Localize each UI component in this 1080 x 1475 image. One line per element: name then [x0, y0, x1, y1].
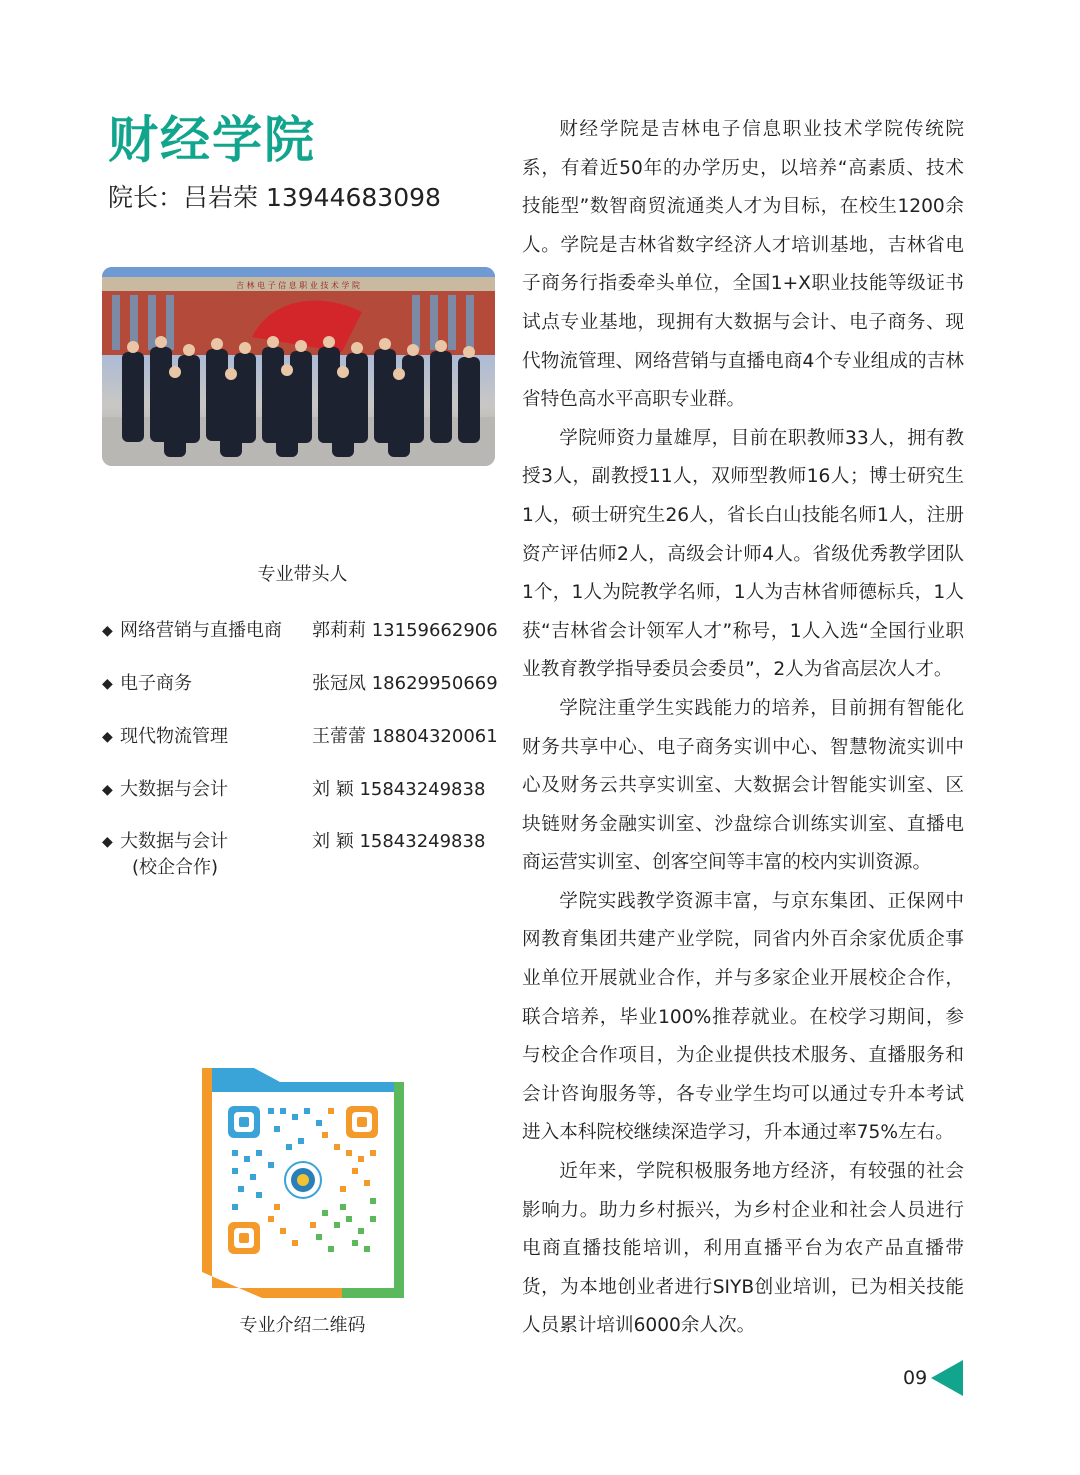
leader-row	[102, 829, 486, 881]
intro-text	[522, 111, 964, 1346]
diamond-bullet-icon: ◆	[102, 676, 113, 692]
leader-contact: 刘 颖 15843249838	[312, 831, 486, 852]
major-subtitle: (校企合作)	[132, 857, 219, 878]
photo-banner-text: 吉 林 电 子 信 息 职 业 技 术 学 院	[236, 281, 360, 290]
major-name: 网络营销与直播电商	[120, 620, 282, 641]
leaders-caption: 专业带头人	[257, 564, 348, 585]
page-marker-icon	[929, 1358, 965, 1398]
group-photo-illustration	[102, 267, 495, 466]
diamond-bullet-icon: ◆	[102, 834, 113, 850]
major-name: 大数据与会计	[120, 831, 228, 852]
diamond-bullet-icon: ◆	[102, 623, 113, 639]
intro-paragraph: 学院注重学生实践能力的培养，目前拥有智能化财务共享中心、电子商务实训中心、智慧物流实训中心及财务云共享实训室、大数据会计智能实训室、区块链财务金融实训室、沙盘综合训练实训室、直播电商运营实训室、创客空间等丰富的校内实训资源。	[522, 697, 964, 874]
intro-paragraph: 学院师资力量雄厚，目前在职教师33人，拥有教授3人，副教授11人，双师型教师16人；博士研究生1人，硕士研究生26人，省长白山技能名师1人，注册资产评估师2人，高级会计师4人。省级优秀教学团队1个，1人为院教学名师，1人为吉林省师德标兵，1人获“吉林省会计领军人才”称号，1人入选“全国行业职业教育教学指导委员会委员”，2人为省高层次人才。	[522, 427, 964, 681]
qr-code-icon	[202, 1066, 404, 1298]
intro-paragraph: 财经学院是吉林电子信息职业技术学院传统院系，有着近50年的办学历史，以培养“高素质、技术技能型”数智商贸流通类人才为目标，在校生1200余人。学院是吉林省数字经济人才培训基地，吉林省电子商务行指委牵头单位，全国1+X职业技能等级证书试点专业基地，现拥有大数据与会计、电子商务、现代物流管理、网络营销与直播电商4个专业组成的吉林省特色高水平高职专业群。	[522, 119, 964, 411]
qr-caption: 专业介绍二维码	[239, 1315, 366, 1336]
page-title: 财经学院	[108, 111, 316, 169]
qr-code-frame	[202, 1066, 404, 1298]
diamond-bullet-icon: ◆	[102, 729, 113, 745]
dean-contact: 院长：吕岩荣 13944683098	[108, 183, 441, 212]
major-name: 大数据与会计	[120, 779, 228, 800]
leader-contact: 张冠凤 18629950669	[312, 673, 498, 694]
leader-row	[102, 777, 486, 803]
leader-row	[102, 724, 498, 750]
leader-contact: 刘 颖 15843249838	[312, 779, 486, 800]
leader-contact: 王蕾蕾 18804320061	[312, 726, 498, 747]
group-photo	[102, 267, 495, 466]
diamond-bullet-icon: ◆	[102, 782, 113, 798]
leader-contact: 郭莉莉 13159662906	[312, 620, 498, 641]
leader-row	[102, 671, 498, 697]
page-number: 09	[903, 1367, 928, 1389]
major-name: 现代物流管理	[120, 726, 228, 747]
major-name: 电子商务	[120, 673, 192, 694]
intro-paragraph: 学院实践教学资源丰富，与京东集团、正保网中网教育集团共建产业学院，同省内外百余家优质企事业单位开展就业合作，并与多家企业开展校企合作，联合培养，毕业100%推荐就业。在校学习期间，参与校企合作项目，为企业提供技术服务、直播服务和会计咨询服务等，各专业学生均可以通过专升本考试进入本科院校继续深造学习，升本通过率75%左右。	[522, 890, 964, 1144]
intro-paragraph: 近年来，学院积极服务地方经济，有较强的社会影响力。助力乡村振兴，为乡村企业和社会人员进行电商直播技能培训，利用直播平台为农产品直播带货，为本地创业者进行SIYB创业培训，已为相关技能人员累计培训6000余人次。	[522, 1161, 964, 1337]
leader-row	[102, 618, 498, 644]
